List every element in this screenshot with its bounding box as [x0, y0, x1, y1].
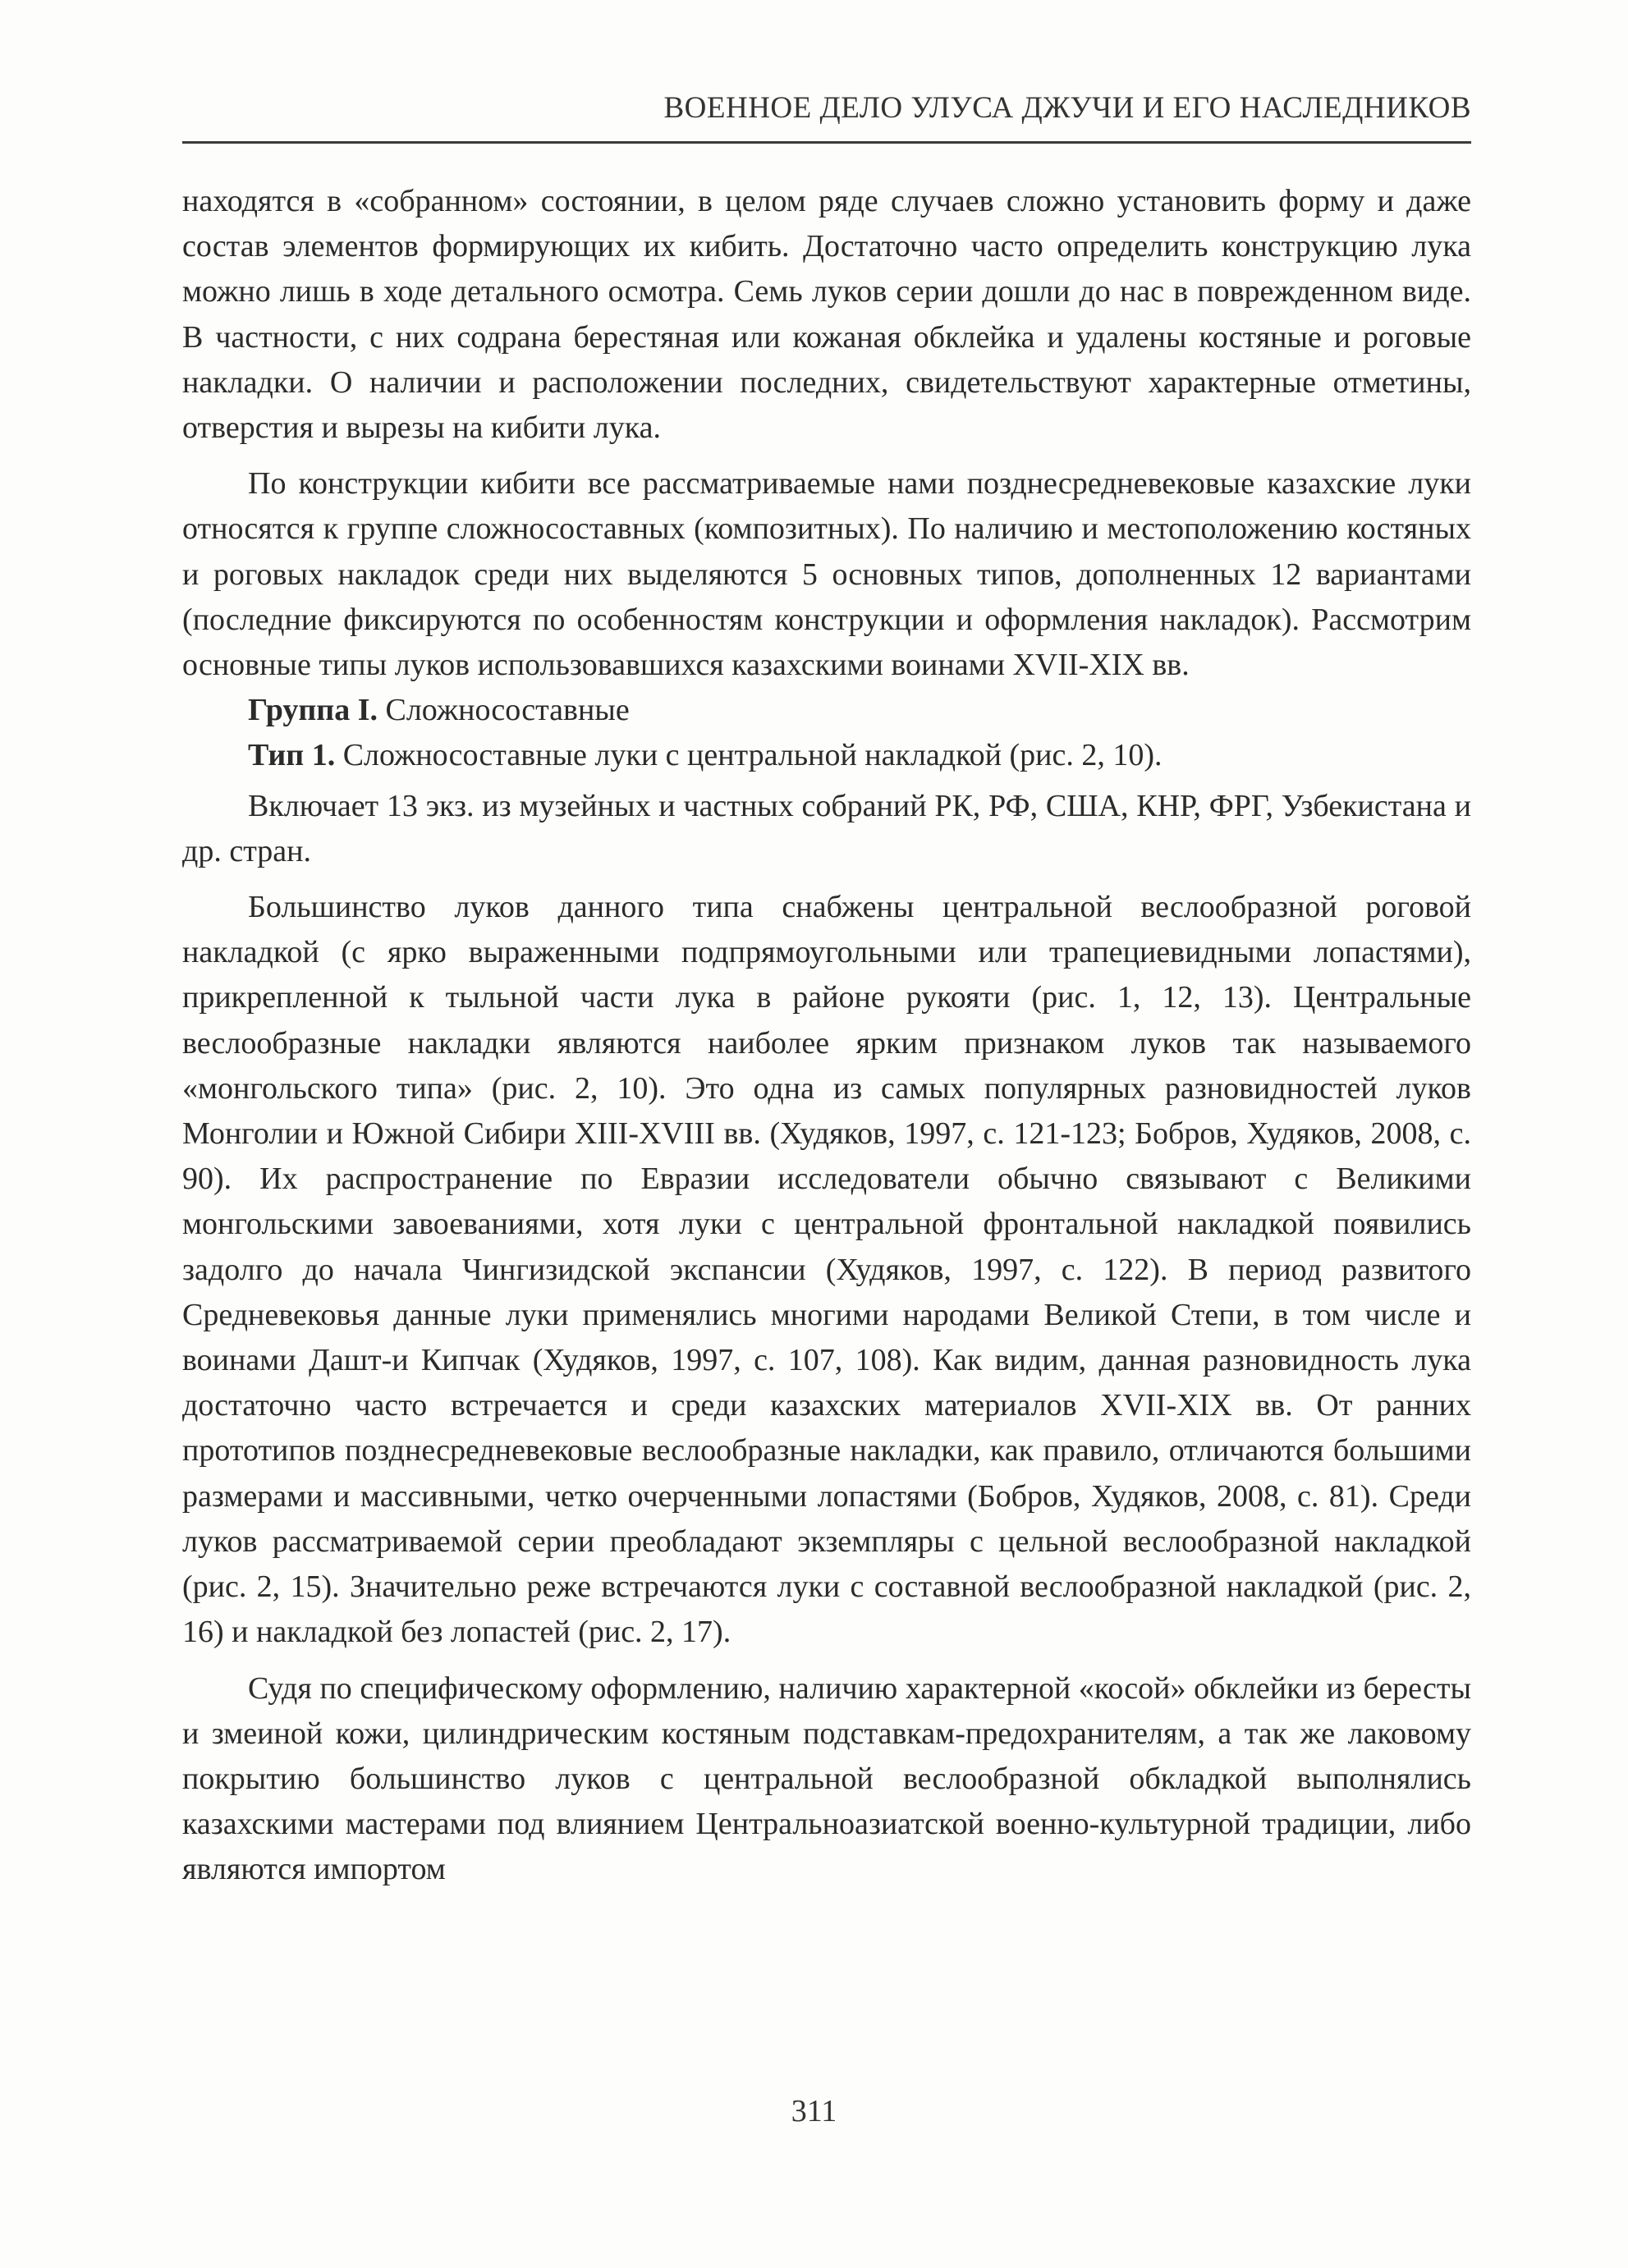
paragraph-5: Включает 13 экз. из музейных и частных собраний РК, РФ, США, КНР, ФРГ, Узбекистана и др. стран.: [182, 788, 1471, 868]
running-header: ВОЕННОЕ ДЕЛО УЛУСА ДЖУЧИ И ЕГО НАСЛЕДНИКОВ: [663, 91, 1471, 125]
paragraph-4: [182, 733, 1471, 778]
group-heading-text: Сложносоставные: [378, 693, 630, 728]
header-rule: [182, 141, 1471, 144]
paragraph-1: находятся в «собранном» состоянии, в целом ряде случаев сложно установить форму и даже состав элементов формирующих их кибить. Достаточно часто определить конструкцию лука можно лишь в ходе детального осмотра. Семь луков серии дошли до нас в поврежденном виде. В частности, с них содрана берестяная или кожаная обклейка и удалены костяные и роговые накладки. О наличии и расположении последних, свидетельствуют характерные отметины, отверстия и вырезы на кибити лука.: [182, 184, 1471, 446]
type-heading-text: Сложносоставные луки с центральной накладкой (рис. 2, 10).: [335, 738, 1163, 773]
paragraph-6: Большинство луков данного типа снабжены центральной веслообразной роговой накладкой (с ярко выраженными подпрямоугольными или трапециевидными лопастями), прикрепленной к тыльной части лука в районе рукояти (рис. 1, 12, 13). Центральные веслообразные накладки являются наиболее ярким признаком луков так называемого «монгольского типа» (рис. 2, 10). Это одна из самых популярных разновидностей луков Монголии и Южной Сибири XIII-XVIII вв. (Худяков, 1997, с. 121-123; Бобров, Худяков, 2008, с. 90). Их распространение по Евразии исследователи обычно связывают с Великими монгольскими завоеваниями, хотя луки с центральной фронтальной накладкой появились задолго до начала Чингизидской экспансии (Худяков, 1997, с. 122). В период развитого Средневековья данные луки применялись многими народами Великой Степи, в том числе и воинами Дашт-и Кипчак (Худяков, 1997, с. 107, 108). Как видим, данная разновидность лука достаточно часто встречается и среди казахских материалов XVII-XIX вв. От ранних прототипов позднесредневековые веслообразные накладки, как правило, отличаются большими размерами и массивными, четко очерченными лопастями (Бобров, Худяков, 2008, с. 81). Среди луков рассматриваемой серии преобладают экземпляры с цельной веслообразной накладкой (рис. 2, 15). Значительно реже встречаются луки с составной веслообразной накладкой (рис. 2, 16) и накладкой без лопастей (рис. 2, 17).: [182, 890, 1471, 1650]
group-heading: Группа I.: [248, 693, 378, 728]
page-number: 311: [791, 2094, 837, 2128]
text-body: [182, 179, 1471, 1893]
paragraph-2: По конструкции кибити все рассматриваемые нами позднесредневековые казахские луки относятся к группе сложносоставных (композитных). По наличию и местоположению костяных и роговых накладок среди них выделяются 5 основных типов, дополненных 12 вариантами (последние фиксируются по особенностям конструкции и оформления накладок). Рассмотрим основные типы луков использовавшихся казахскими воинами XVII-XIX вв.: [182, 466, 1471, 683]
paragraph-3: [182, 688, 1471, 733]
paragraph-7: Судя по специфическому оформлению, наличию характерной «косой» обклейки из бересты и змеиной кожи, цилиндрическим костяным подставкам-предохранителям, а так же лаковому покрытию большинство луков с центральной веслообразной обкладкой выполнялись казахскими мастерами под влиянием Центральноазиатской военно-культурной традиции, либо являются импортом: [182, 1670, 1471, 1887]
type-heading: Тип 1.: [248, 738, 336, 773]
